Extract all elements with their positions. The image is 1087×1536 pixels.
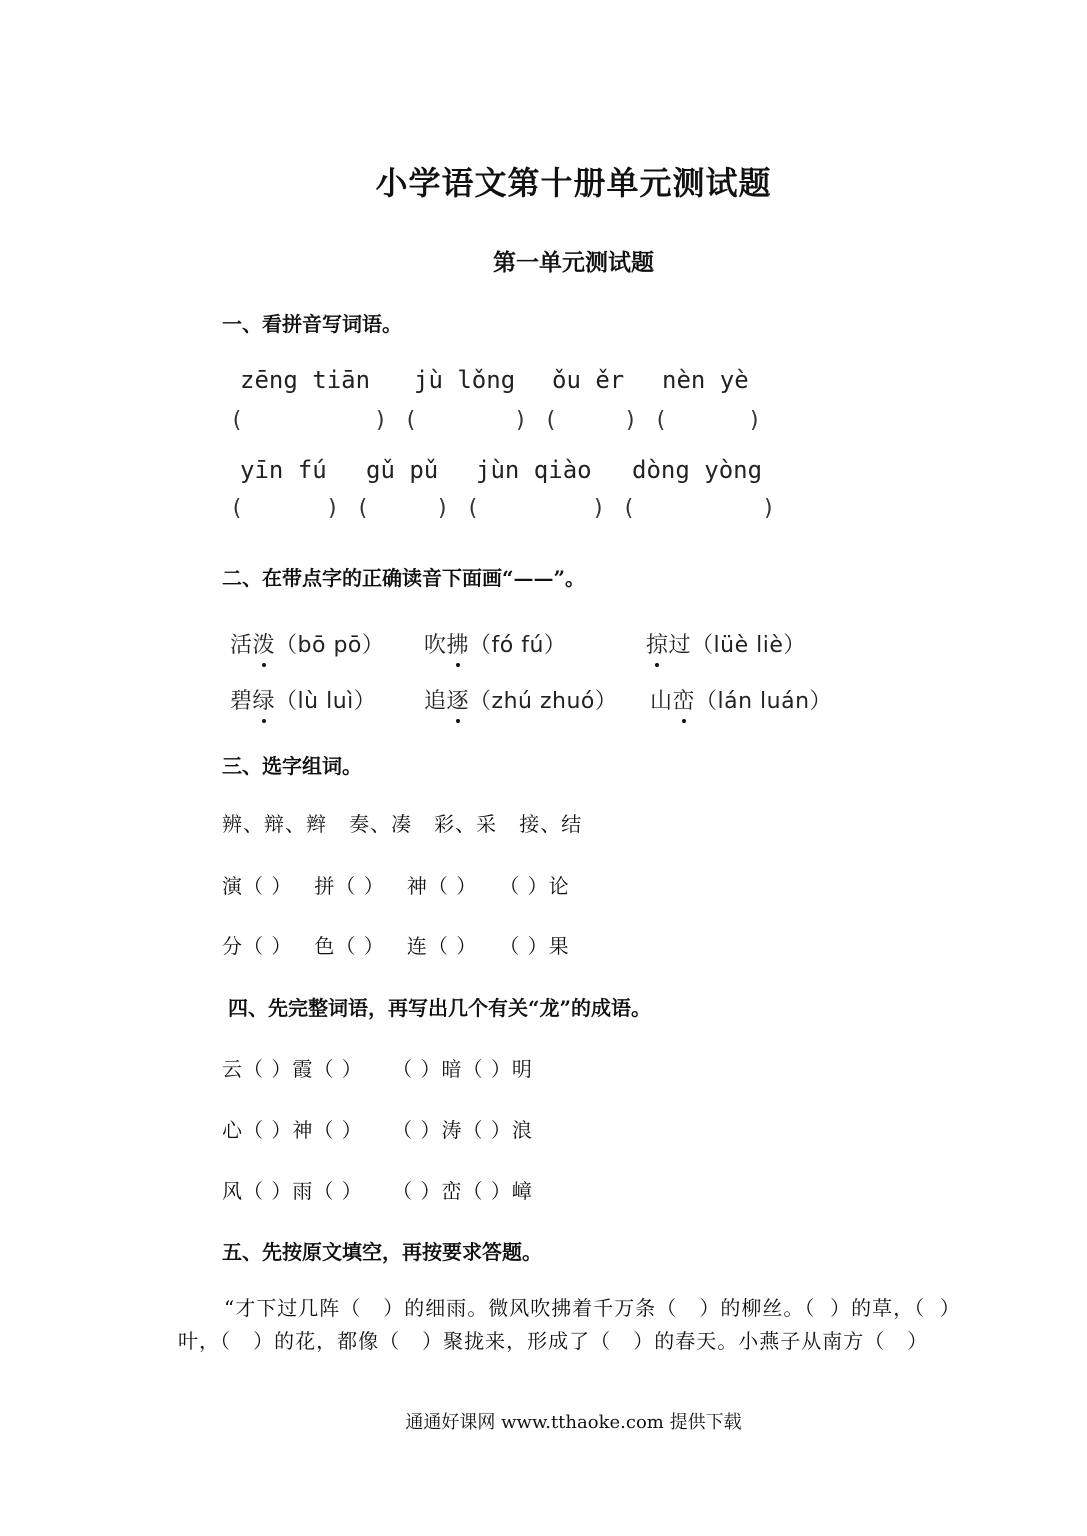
section-3-heading: 三、选字组词。 xyxy=(222,754,362,778)
pronunciation-item xyxy=(646,628,806,659)
word-char: 活 xyxy=(230,633,253,658)
fill-line: 分（ ） 色（ ） 连（ ） （ ）果 xyxy=(222,934,570,958)
answer-blank: ( xyxy=(230,408,244,433)
answer-blank: ( xyxy=(622,496,636,521)
pronunciation-options: （zhú zhuó） xyxy=(469,689,618,714)
answer-blank: ) xyxy=(374,408,388,433)
pinyin-item: gǔ pǔ xyxy=(366,456,439,484)
answer-blank: ( xyxy=(404,408,418,433)
answer-blank: ) xyxy=(592,496,606,521)
passage-line: 叶，（ ）的花，都像（ ）聚拢来，形成了（ ）的春天。小燕子从南方（ ） xyxy=(178,1329,929,1353)
dotted-char: 逐 xyxy=(447,684,470,715)
pronunciation-options: （lù luì） xyxy=(275,689,377,714)
answer-blank: ( xyxy=(544,408,558,433)
word-char: 吹 xyxy=(424,633,447,658)
section-5-heading: 五、先按原文填空，再按要求答题。 xyxy=(222,1240,542,1264)
pronunciation-item xyxy=(424,628,566,659)
pinyin-item: nèn yè xyxy=(662,366,749,394)
choice-chars: 辨、辩、辫 奏、凑 彩、采 接、结 xyxy=(222,812,583,836)
fill-line: 心（ ）神（ ） （ ）涛（ ）浪 xyxy=(222,1118,533,1142)
pinyin-item: zēng tiān xyxy=(240,366,371,394)
pronunciation-item xyxy=(230,684,376,715)
pinyin-item: ǒu ěr xyxy=(552,366,625,394)
dotted-char: 泼 xyxy=(253,628,276,659)
pronunciation-item xyxy=(424,684,617,715)
word-char: 过 xyxy=(668,633,692,658)
section-4-heading: 四、先完整词语，再写出几个有关“龙”的成语。 xyxy=(228,996,652,1020)
pronunciation-options: （lüè liè） xyxy=(691,633,806,658)
unit-subtitle: 第一单元测试题 xyxy=(493,249,654,276)
section-2-heading: 二、在带点字的正确读音下面画“——”。 xyxy=(222,566,586,590)
word-char: 山 xyxy=(650,689,673,714)
section-1-heading: 一、看拼音写词语。 xyxy=(222,312,402,336)
answer-blank: ) xyxy=(762,496,776,521)
pronunciation-options: （lán luán） xyxy=(695,689,833,714)
page-title: 小学语文第十册单元测试题 xyxy=(375,164,772,202)
word-char: 碧 xyxy=(230,689,253,714)
answer-blank: ) xyxy=(748,408,762,433)
pinyin-item: jùn qiào xyxy=(476,456,592,484)
answer-blank: ) xyxy=(514,408,528,433)
answer-blank: ( xyxy=(654,408,668,433)
answer-blank: ( xyxy=(466,496,480,521)
dotted-char: 拂 xyxy=(447,628,470,659)
dotted-char: 掠 xyxy=(646,628,669,659)
answer-blank: ) xyxy=(436,496,450,521)
pronunciation-options: （bō pō） xyxy=(275,633,385,658)
answer-blank: ( xyxy=(230,496,244,521)
page-footer: 通通好课网 www.tthaoke.com 提供下载 xyxy=(405,1412,742,1433)
answer-blank: ) xyxy=(624,408,638,433)
pinyin-item: yīn fú xyxy=(240,456,327,484)
passage-line: “才下过几阵（ ）的细雨。微风吹拂着千万条（ ）的柳丝。（ ）的草，（ ） xyxy=(224,1296,961,1320)
fill-line: 风（ ）雨（ ） （ ）峦（ ）嶂 xyxy=(222,1179,533,1203)
dotted-char: 绿 xyxy=(253,684,276,715)
pronunciation-item xyxy=(230,628,384,659)
answer-blank: ( xyxy=(356,496,370,521)
dotted-char: 峦 xyxy=(673,684,696,715)
answer-blank: ) xyxy=(326,496,340,521)
pinyin-item: dòng yòng xyxy=(632,456,763,484)
word-char: 追 xyxy=(424,689,447,714)
fill-line: 演（ ） 拼（ ） 神（ ） （ ）论 xyxy=(222,874,570,898)
pinyin-item: jù lǒng xyxy=(414,366,516,394)
pronunciation-item xyxy=(650,684,832,715)
fill-line: 云（ ）霞（ ） （ ）暗（ ）明 xyxy=(222,1057,533,1081)
pronunciation-options: （fó fú） xyxy=(469,633,567,658)
